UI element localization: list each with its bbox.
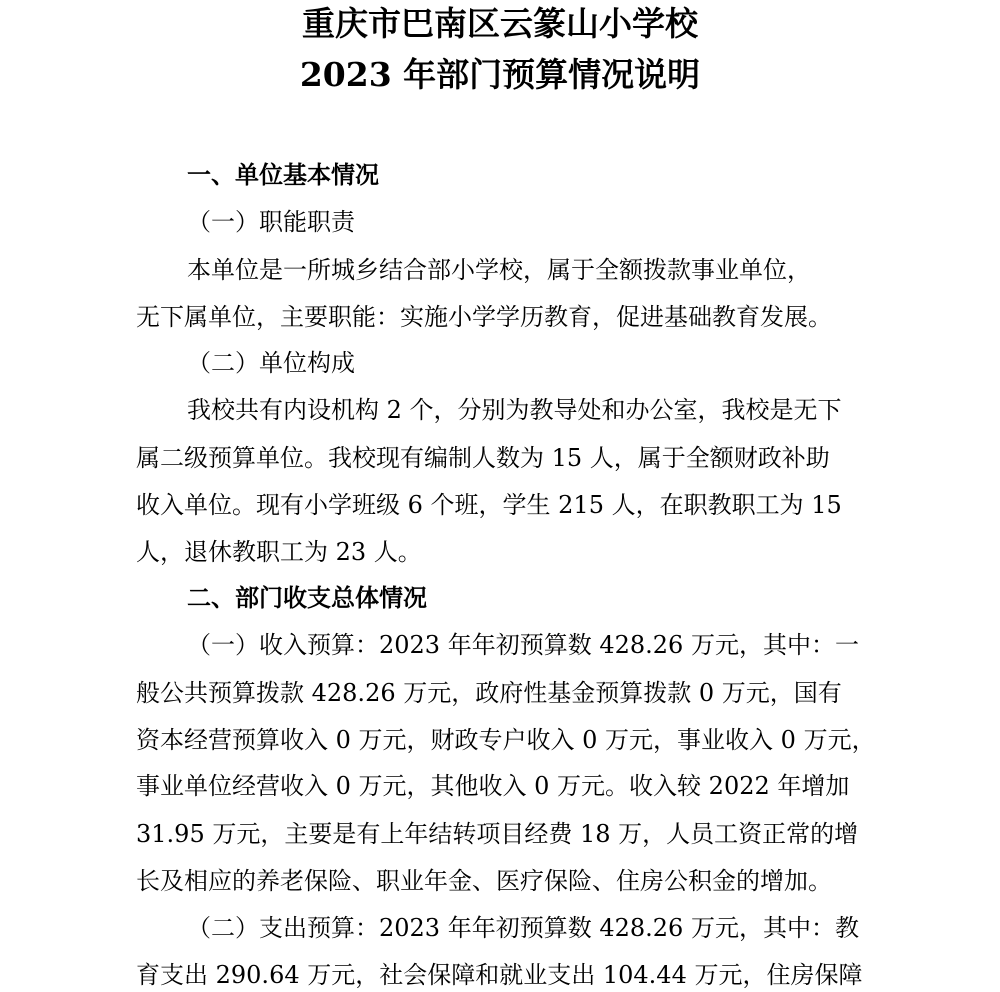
body-line: 本单位是一所城乡结合部小学校，属于全额拨款事业单位， xyxy=(187,256,811,284)
body-line: 育支出 290.64 万元，社会保障和就业支出 104.44 万元，住房保障 xyxy=(136,961,863,989)
body-line: 事业单位经营收入 0 万元，其他收入 0 万元。收入较 2022 年增加 xyxy=(136,772,850,800)
subsection-heading: （一）职能职责 xyxy=(187,208,355,236)
body-line: 般公共预算拨款 428.26 万元，政府性基金预算拨款 0 万元，国有 xyxy=(136,679,842,707)
body-line: 我校共有内设机构 2 个，分别为教导处和办公室，我校是无下 xyxy=(187,396,842,424)
section-heading-1: 一、单位基本情况 xyxy=(187,160,379,189)
body-line: （一）收入预算：2023 年年初预算数 428.26 万元，其中：一 xyxy=(187,631,859,659)
body-line: 长及相应的养老保险、职业年金、医疗保险、住房公积金的增加。 xyxy=(136,867,832,895)
body-line: 收入单位。现有小学班级 6 个班，学生 215 人，在职教职工为 15 xyxy=(136,491,842,519)
section-heading-2: 二、部门收支总体情况 xyxy=(187,583,427,612)
body-line: 人，退休教职工为 23 人。 xyxy=(136,538,422,566)
body-line: 无下属单位，主要职能：实施小学学历教育，促进基础教育发展。 xyxy=(136,303,832,331)
document-title-line-1: 重庆市巴南区云篆山小学校 xyxy=(302,4,698,43)
document-title-line-2: 2023 年部门预算情况说明 xyxy=(299,55,701,94)
body-line: 属二级预算单位。我校现有编制人数为 15 人，属于全额财政补助 xyxy=(136,444,830,472)
body-line: 31.95 万元，主要是有上年结转项目经费 18 万，人员工资正常的增 xyxy=(136,820,859,848)
body-line: （二）支出预算：2023 年年初预算数 428.26 万元，其中：教 xyxy=(187,914,859,942)
subsection-heading: （二）单位构成 xyxy=(187,349,355,377)
body-line: 资本经营预算收入 0 万元，财政专户收入 0 万元，事业收入 0 万元， xyxy=(136,726,876,754)
